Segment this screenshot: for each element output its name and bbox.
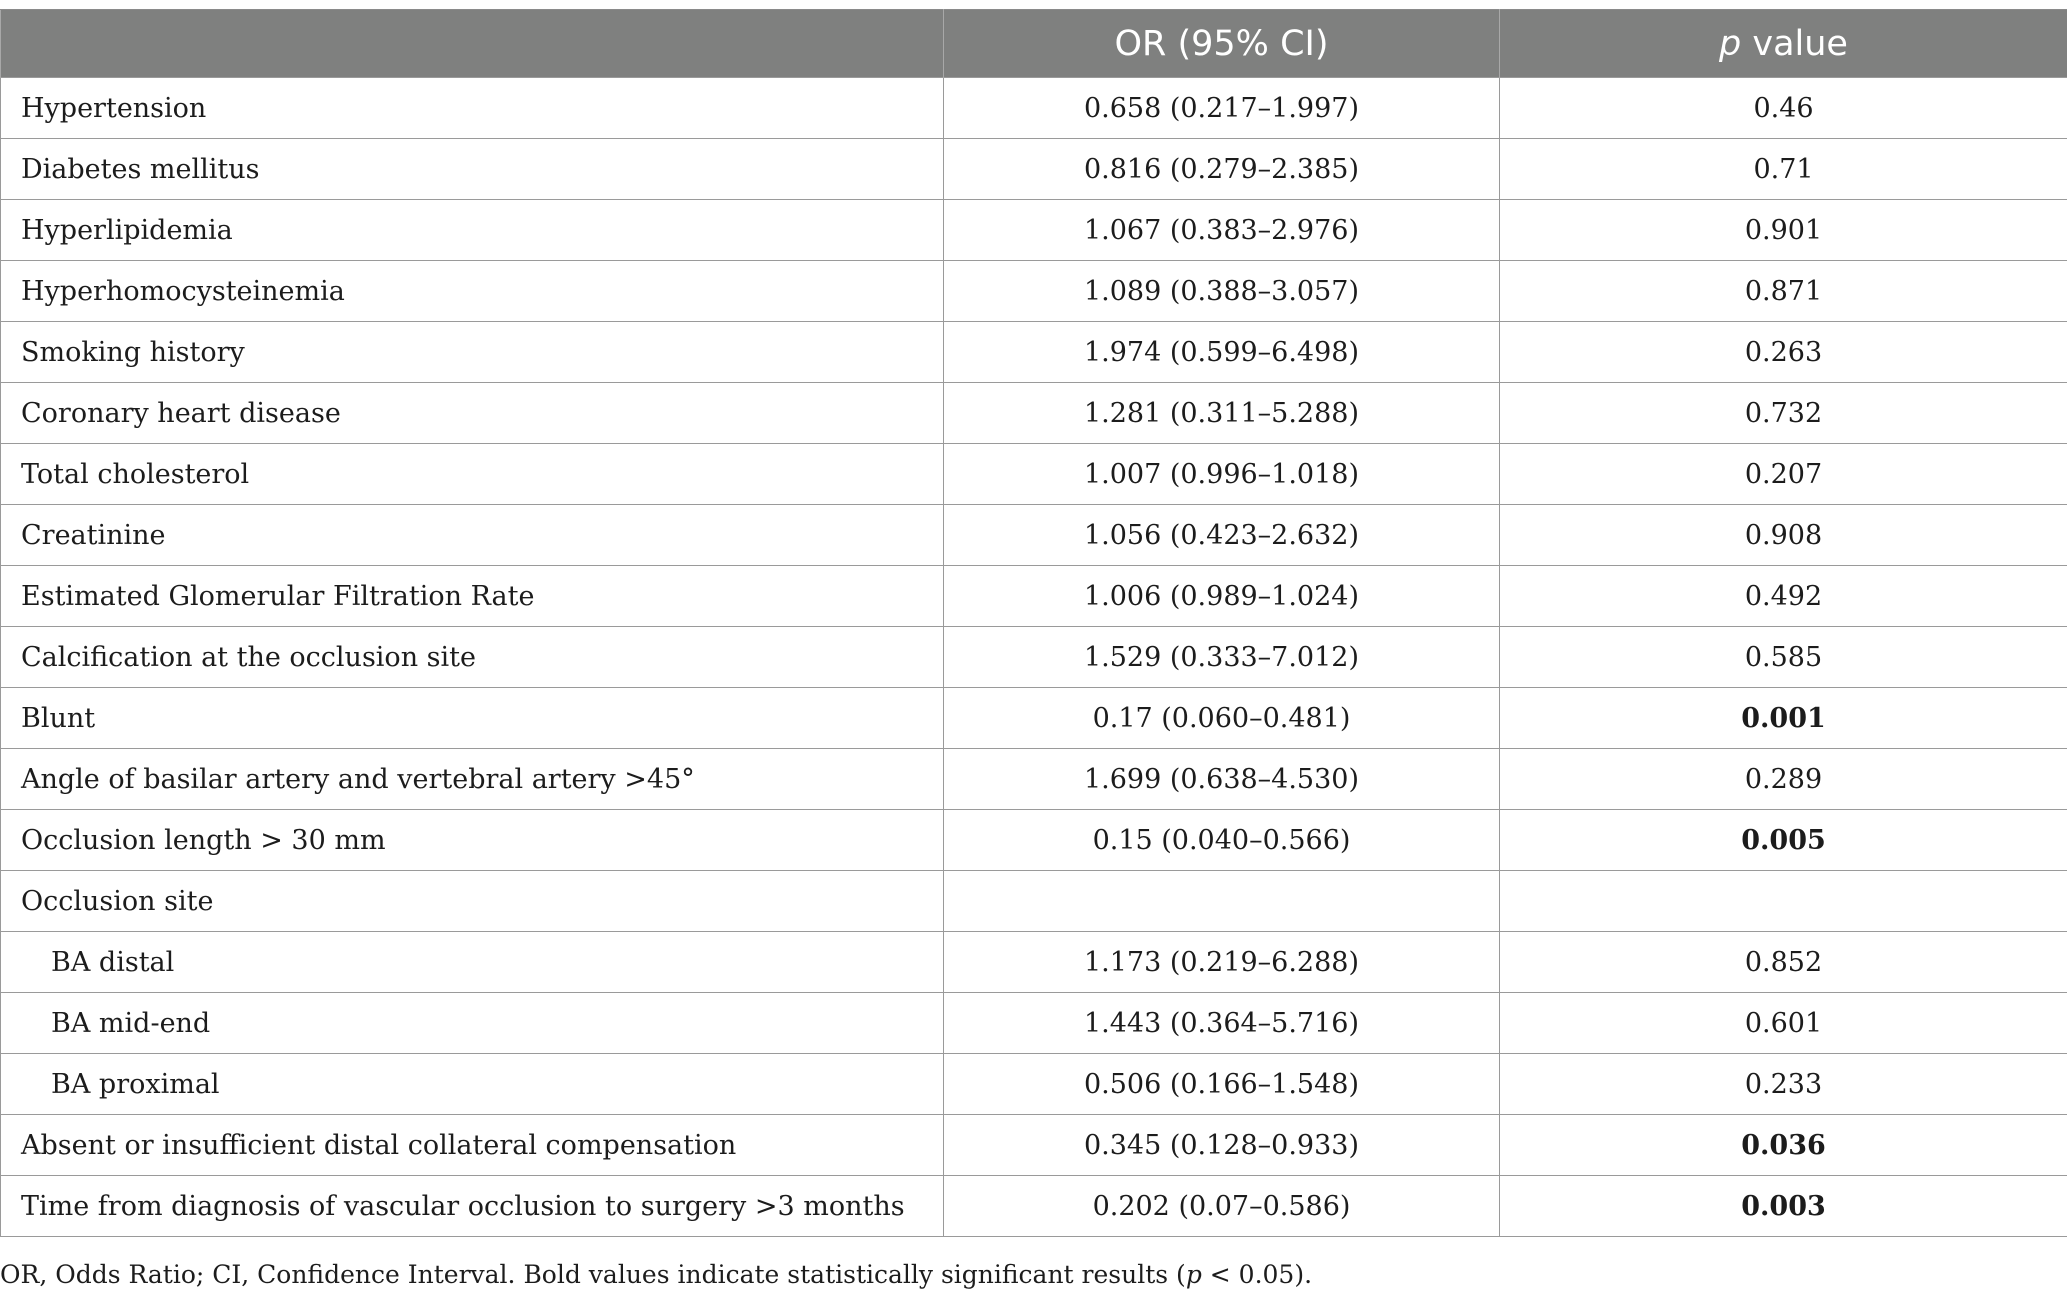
row-label: Occlusion site	[1, 871, 944, 932]
row-p-value: 0.601	[1500, 993, 2067, 1054]
header-variable	[1, 10, 944, 78]
row-or-ci: 1.173 (0.219–6.288)	[944, 932, 1500, 993]
row-label: BA distal	[1, 932, 944, 993]
table-row	[1, 932, 2067, 993]
row-p-value	[1500, 871, 2067, 932]
row-or-ci	[944, 871, 1500, 932]
footnote-p-italic: p	[1185, 1260, 1202, 1289]
table-row	[1, 566, 2067, 627]
table-row	[1, 627, 2067, 688]
row-p-value: 0.732	[1500, 383, 2067, 444]
row-or-ci: 0.345 (0.128–0.933)	[944, 1115, 1500, 1176]
row-p-value: 0.585	[1500, 627, 2067, 688]
row-label: Diabetes mellitus	[1, 139, 944, 200]
table-row	[1, 200, 2067, 261]
row-label: BA proximal	[1, 1054, 944, 1115]
table-row	[1, 871, 2067, 932]
table-body	[1, 78, 2067, 1237]
header-p-italic: p	[1719, 23, 1742, 64]
row-or-ci: 1.006 (0.989–1.024)	[944, 566, 1500, 627]
row-or-ci: 0.202 (0.07–0.586)	[944, 1176, 1500, 1237]
odds-ratio-table	[0, 9, 2067, 1237]
table-row	[1, 810, 2067, 871]
row-label: Smoking history	[1, 322, 944, 383]
row-or-ci: 1.699 (0.638–4.530)	[944, 749, 1500, 810]
footnote-text-end: < 0.05).	[1201, 1260, 1313, 1289]
table-row	[1, 505, 2067, 566]
table-row	[1, 383, 2067, 444]
row-or-ci: 0.15 (0.040–0.566)	[944, 810, 1500, 871]
header-or-ci: OR (95% CI)	[944, 10, 1500, 78]
row-p-value: 0.492	[1500, 566, 2067, 627]
table-footnote	[0, 1260, 1312, 1289]
table-row	[1, 78, 2067, 139]
row-label: Time from diagnosis of vascular occlusion to surgery >3 months	[1, 1176, 944, 1237]
results-table-container	[0, 9, 2067, 1237]
row-p-value: 0.036	[1500, 1115, 2067, 1176]
row-or-ci: 1.007 (0.996–1.018)	[944, 444, 1500, 505]
row-or-ci: 1.281 (0.311–5.288)	[944, 383, 1500, 444]
table-row	[1, 261, 2067, 322]
table-row	[1, 1054, 2067, 1115]
row-p-value: 0.003	[1500, 1176, 2067, 1237]
row-label: Hyperhomocysteinemia	[1, 261, 944, 322]
row-or-ci: 0.658 (0.217–1.997)	[944, 78, 1500, 139]
row-label: Hypertension	[1, 78, 944, 139]
table-row	[1, 1176, 2067, 1237]
row-or-ci: 1.089 (0.388–3.057)	[944, 261, 1500, 322]
table-row	[1, 444, 2067, 505]
row-or-ci: 0.506 (0.166–1.548)	[944, 1054, 1500, 1115]
row-p-value: 0.263	[1500, 322, 2067, 383]
row-label: Blunt	[1, 688, 944, 749]
row-label: Occlusion length > 30 mm	[1, 810, 944, 871]
table-row	[1, 993, 2067, 1054]
row-or-ci: 1.443 (0.364–5.716)	[944, 993, 1500, 1054]
row-label: Creatinine	[1, 505, 944, 566]
row-label: BA mid-end	[1, 993, 944, 1054]
table-row	[1, 139, 2067, 200]
row-label: Total cholesterol	[1, 444, 944, 505]
row-or-ci: 0.816 (0.279–2.385)	[944, 139, 1500, 200]
row-p-value: 0.871	[1500, 261, 2067, 322]
header-p-rest: value	[1741, 23, 1848, 64]
table-row	[1, 688, 2067, 749]
row-p-value: 0.901	[1500, 200, 2067, 261]
row-label: Estimated Glomerular Filtration Rate	[1, 566, 944, 627]
header-p-value	[1500, 10, 2067, 78]
row-p-value: 0.001	[1500, 688, 2067, 749]
row-p-value: 0.233	[1500, 1054, 2067, 1115]
row-label: Hyperlipidemia	[1, 200, 944, 261]
row-p-value: 0.46	[1500, 78, 2067, 139]
row-label: Angle of basilar artery and vertebral artery >45°	[1, 749, 944, 810]
row-or-ci: 1.056 (0.423–2.632)	[944, 505, 1500, 566]
row-p-value: 0.207	[1500, 444, 2067, 505]
row-label: Coronary heart disease	[1, 383, 944, 444]
row-p-value: 0.005	[1500, 810, 2067, 871]
table-row	[1, 749, 2067, 810]
row-or-ci: 0.17 (0.060–0.481)	[944, 688, 1500, 749]
row-or-ci: 1.067 (0.383–2.976)	[944, 200, 1500, 261]
row-label: Absent or insufficient distal collateral compensation	[1, 1115, 944, 1176]
row-label: Calcification at the occlusion site	[1, 627, 944, 688]
table-row	[1, 322, 2067, 383]
footnote-text: OR, Odds Ratio; CI, Confidence Interval. Bold values indicate statistically significant results (	[0, 1260, 1186, 1289]
table-header-row	[1, 10, 2067, 78]
row-p-value: 0.852	[1500, 932, 2067, 993]
row-p-value: 0.908	[1500, 505, 2067, 566]
row-p-value: 0.71	[1500, 139, 2067, 200]
row-p-value: 0.289	[1500, 749, 2067, 810]
row-or-ci: 1.974 (0.599–6.498)	[944, 322, 1500, 383]
row-or-ci: 1.529 (0.333–7.012)	[944, 627, 1500, 688]
table-row	[1, 1115, 2067, 1176]
